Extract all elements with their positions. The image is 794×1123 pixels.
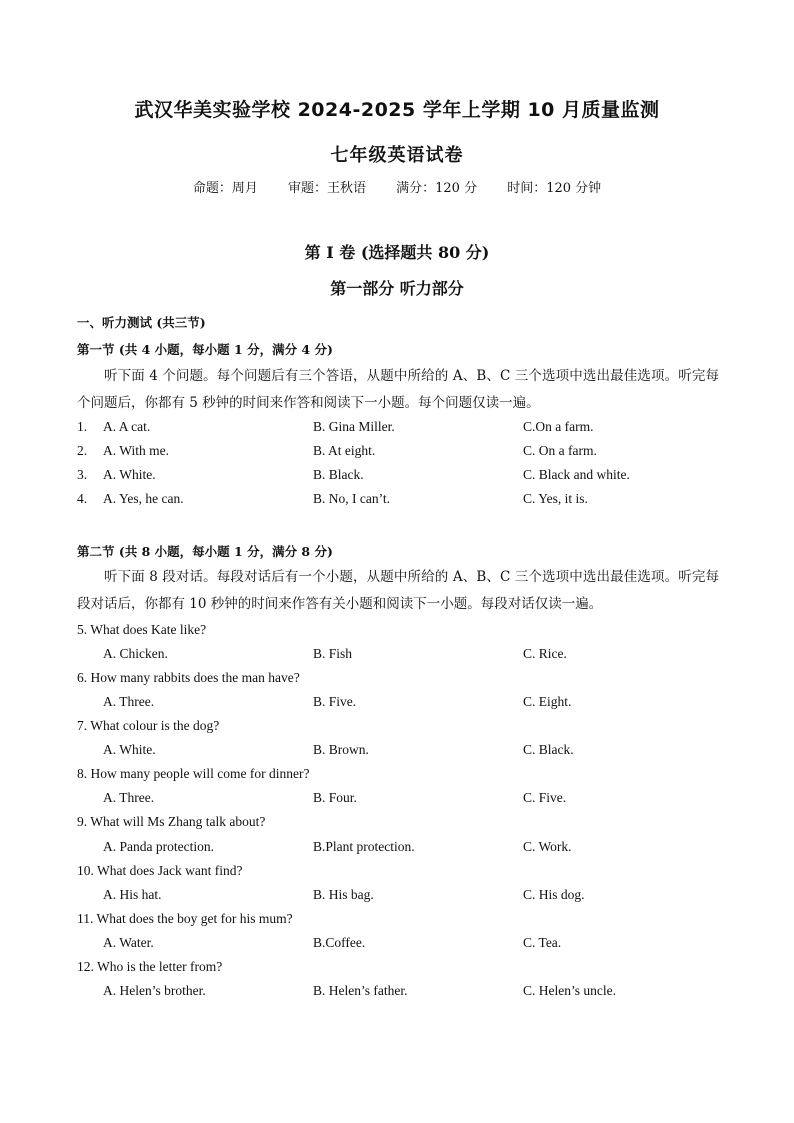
- option-a: A. Yes, he can.: [103, 491, 184, 506]
- option-b: B. Helen’s father.: [313, 983, 408, 998]
- question-text: 10. What does Jack want find?: [77, 863, 243, 878]
- option-c: C. Rice.: [523, 646, 567, 661]
- option-b: B. No, I can’t.: [313, 491, 390, 506]
- option-a: A. Panda protection.: [103, 839, 214, 854]
- options-row: [77, 983, 737, 1005]
- s1-item: [77, 467, 737, 489]
- option-c: C. Work.: [523, 839, 572, 854]
- options-row: [77, 935, 737, 957]
- exam-title: 武汉华美实验学校 2024-2025 学年上学期 10 月质量监测: [134, 99, 660, 121]
- question-text: 5. What does Kate like?: [77, 622, 207, 637]
- section-one-heading: 一、听力测试 (共三节): [77, 315, 206, 330]
- option-b: B. Black.: [313, 467, 364, 482]
- option-c: C. Eight.: [523, 694, 572, 709]
- exam-subtitle: 七年级英语试卷: [330, 145, 464, 166]
- option-a: A. Three.: [103, 694, 155, 709]
- option-c: C. Helen’s uncle.: [523, 983, 616, 998]
- meta-time: 时间：120 分钟: [507, 181, 602, 196]
- meta-full-score: 满分：120 分: [396, 181, 478, 196]
- s2-heading: 第二节 (共 8 小题，每小题 1 分，满分 8 分): [77, 544, 333, 559]
- option-a: A. His hat.: [103, 887, 162, 902]
- s1-heading: 第一节 (共 4 小题，每小题 1 分，满分 4 分): [77, 342, 333, 357]
- option-b: B. Four.: [313, 790, 357, 805]
- option-c: C. His dog.: [523, 887, 585, 902]
- item-number: 4.: [77, 491, 88, 506]
- options-row: [77, 839, 737, 861]
- question-text: 6. How many rabbits does the man have?: [77, 670, 300, 685]
- volume-title: 第 I 卷 (选择题共 80 分): [304, 243, 490, 262]
- option-b: B. Five.: [313, 694, 357, 709]
- s1-item: [77, 491, 737, 513]
- item-number: 1.: [77, 419, 88, 434]
- option-c: C. Yes, it is.: [523, 491, 588, 506]
- question-text: 8. How many people will come for dinner?: [77, 766, 310, 781]
- question-text: 12. Who is the letter from?: [77, 959, 223, 974]
- item-number: 3.: [77, 467, 88, 482]
- question-text: 7. What colour is the dog?: [77, 718, 220, 733]
- option-a: A. Water.: [103, 935, 154, 950]
- option-c: C. Five.: [523, 790, 567, 805]
- meta-reviewer: 审题：王秋语: [287, 181, 366, 196]
- options-row: [77, 646, 737, 668]
- option-a: A. Three.: [103, 790, 155, 805]
- option-b: B. At eight.: [313, 443, 376, 458]
- option-c: C. On a farm.: [523, 443, 597, 458]
- option-a: A. Chicken.: [103, 646, 168, 661]
- options-row: [77, 790, 737, 812]
- option-c: C.On a farm.: [523, 419, 594, 434]
- s1-item: [77, 443, 737, 465]
- option-a: A. With me.: [103, 443, 169, 458]
- option-b: B. Gina Miller.: [313, 419, 395, 434]
- option-a: A. White.: [103, 742, 156, 757]
- s1-instructions: 听下面 4 个问题。每个问题后有三个答语，从题中所给的 A、B、C 三个选项中选出最佳选项。听完每个问题后，你都有 5 秒钟的时间来作答和阅读下一小题。每个问题仅读一遍。: [77, 368, 719, 411]
- option-b: B.Plant protection.: [313, 839, 415, 854]
- option-b: B. Brown.: [313, 742, 369, 757]
- option-b: B.Coffee.: [313, 935, 366, 950]
- s1-item: [77, 419, 737, 441]
- option-a: A. A cat.: [103, 419, 151, 434]
- option-a: A. White.: [103, 467, 156, 482]
- exam-meta: [0, 177, 794, 196]
- part-title: 第一部分 听力部分: [330, 279, 464, 298]
- question-text: 11. What does the boy get for his mum?: [77, 911, 293, 926]
- question-text: 9. What will Ms Zhang talk about?: [77, 814, 266, 829]
- option-a: A. Helen’s brother.: [103, 983, 206, 998]
- options-row: [77, 742, 737, 764]
- item-number: 2.: [77, 443, 88, 458]
- option-c: C. Tea.: [523, 935, 562, 950]
- option-b: B. His bag.: [313, 887, 374, 902]
- option-b: B. Fish: [313, 646, 353, 661]
- s2-instructions: 听下面 8 段对话。每段对话后有一个小题，从题中所给的 A、B、C 三个选项中选出最佳选项。听完每段对话后，你都有 10 秒钟的时间来作答有关小题和阅读下一小题。每段对话仅读一遍。: [77, 569, 719, 612]
- meta-author: 命题：周月: [192, 181, 258, 196]
- option-c: C. Black.: [523, 742, 574, 757]
- options-row: [77, 694, 737, 716]
- option-c: C. Black and white.: [523, 467, 630, 482]
- options-row: [77, 887, 737, 909]
